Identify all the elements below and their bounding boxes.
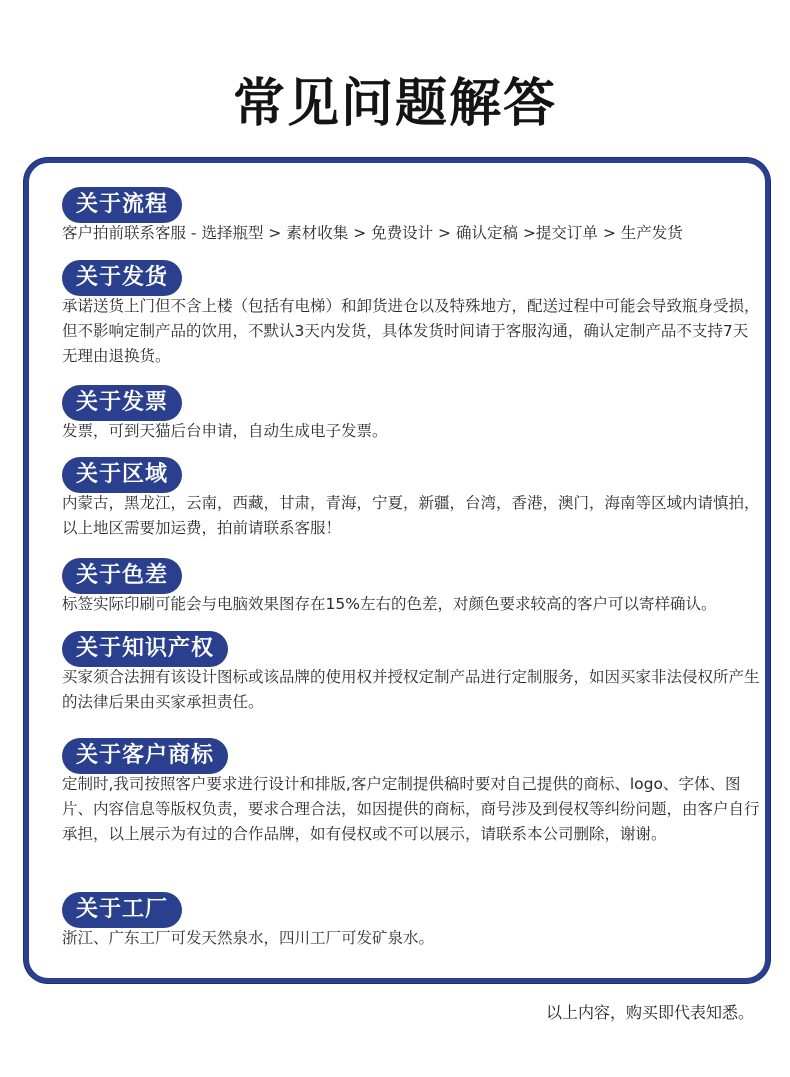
section-body: 客户拍前联系客服 - 选择瓶型 > 素材收集 > 免费设计 > 确认定稿 >提交订单 > 生产发货 bbox=[62, 224, 683, 242]
section-body: 标签实际印刷可能会与电脑效果图存在15%左右的色差，对颜色要求较高的客户可以寄样确认。 bbox=[62, 595, 717, 613]
section-body: 承诺送货上门但不含上楼（包括有电梯）和卸货进仓以及特殊地方，配送过程中可能会导致瓶身受损，但不影响定制产品的饮用，不默认3天内发货，具体发货时间请于客服沟通，确认定制产品不支持7天无理由退换货。 bbox=[62, 297, 760, 365]
footer-note: 以上内容，购买即代表知悉。 bbox=[545, 1003, 754, 1022]
section-heading: 关于客户商标 bbox=[62, 738, 228, 774]
section-body: 内蒙古，黑龙江，云南，西藏，甘肃，青海，宁夏，新疆，台湾，香港，澳门，海南等区域内请慎拍，以上地区需要加运费，拍前请联系客服！ bbox=[62, 494, 760, 537]
section-body: 买家须合法拥有该设计图标或该品牌的使用权并授权定制产品进行定制服务，如因买家非法侵权所产生的法律后果由买家承担责任。 bbox=[62, 668, 760, 711]
section-heading: 关于工厂 bbox=[62, 892, 182, 928]
section-heading: 关于知识产权 bbox=[62, 631, 228, 667]
section-heading: 关于区域 bbox=[62, 457, 182, 493]
section-heading: 关于发货 bbox=[62, 260, 182, 296]
page-title: 常见问题解答 bbox=[232, 74, 557, 134]
section-body: 浙江、广东工厂可发天然泉水，四川工厂可发矿泉水。 bbox=[62, 929, 435, 947]
section-body: 发票，可到天猫后台申请，自动生成电子发票。 bbox=[62, 422, 388, 440]
section-heading: 关于色差 bbox=[62, 558, 182, 594]
section-heading: 关于发票 bbox=[62, 385, 182, 421]
faq-card bbox=[24, 158, 770, 983]
section-heading: 关于流程 bbox=[62, 187, 182, 223]
section-body: 定制时,我司按照客户要求进行设计和排版,客户定制提供稿时要对自己提供的商标、logo、字体、图片、内容信息等版权负责，要求合理合法，如因提供的商标，商号涉及到侵权等纠纷问题，由客户自行承担，以上展示为有过的合作品牌，如有侵权或不可以展示，请联系本公司删除，谢谢。 bbox=[62, 775, 760, 843]
